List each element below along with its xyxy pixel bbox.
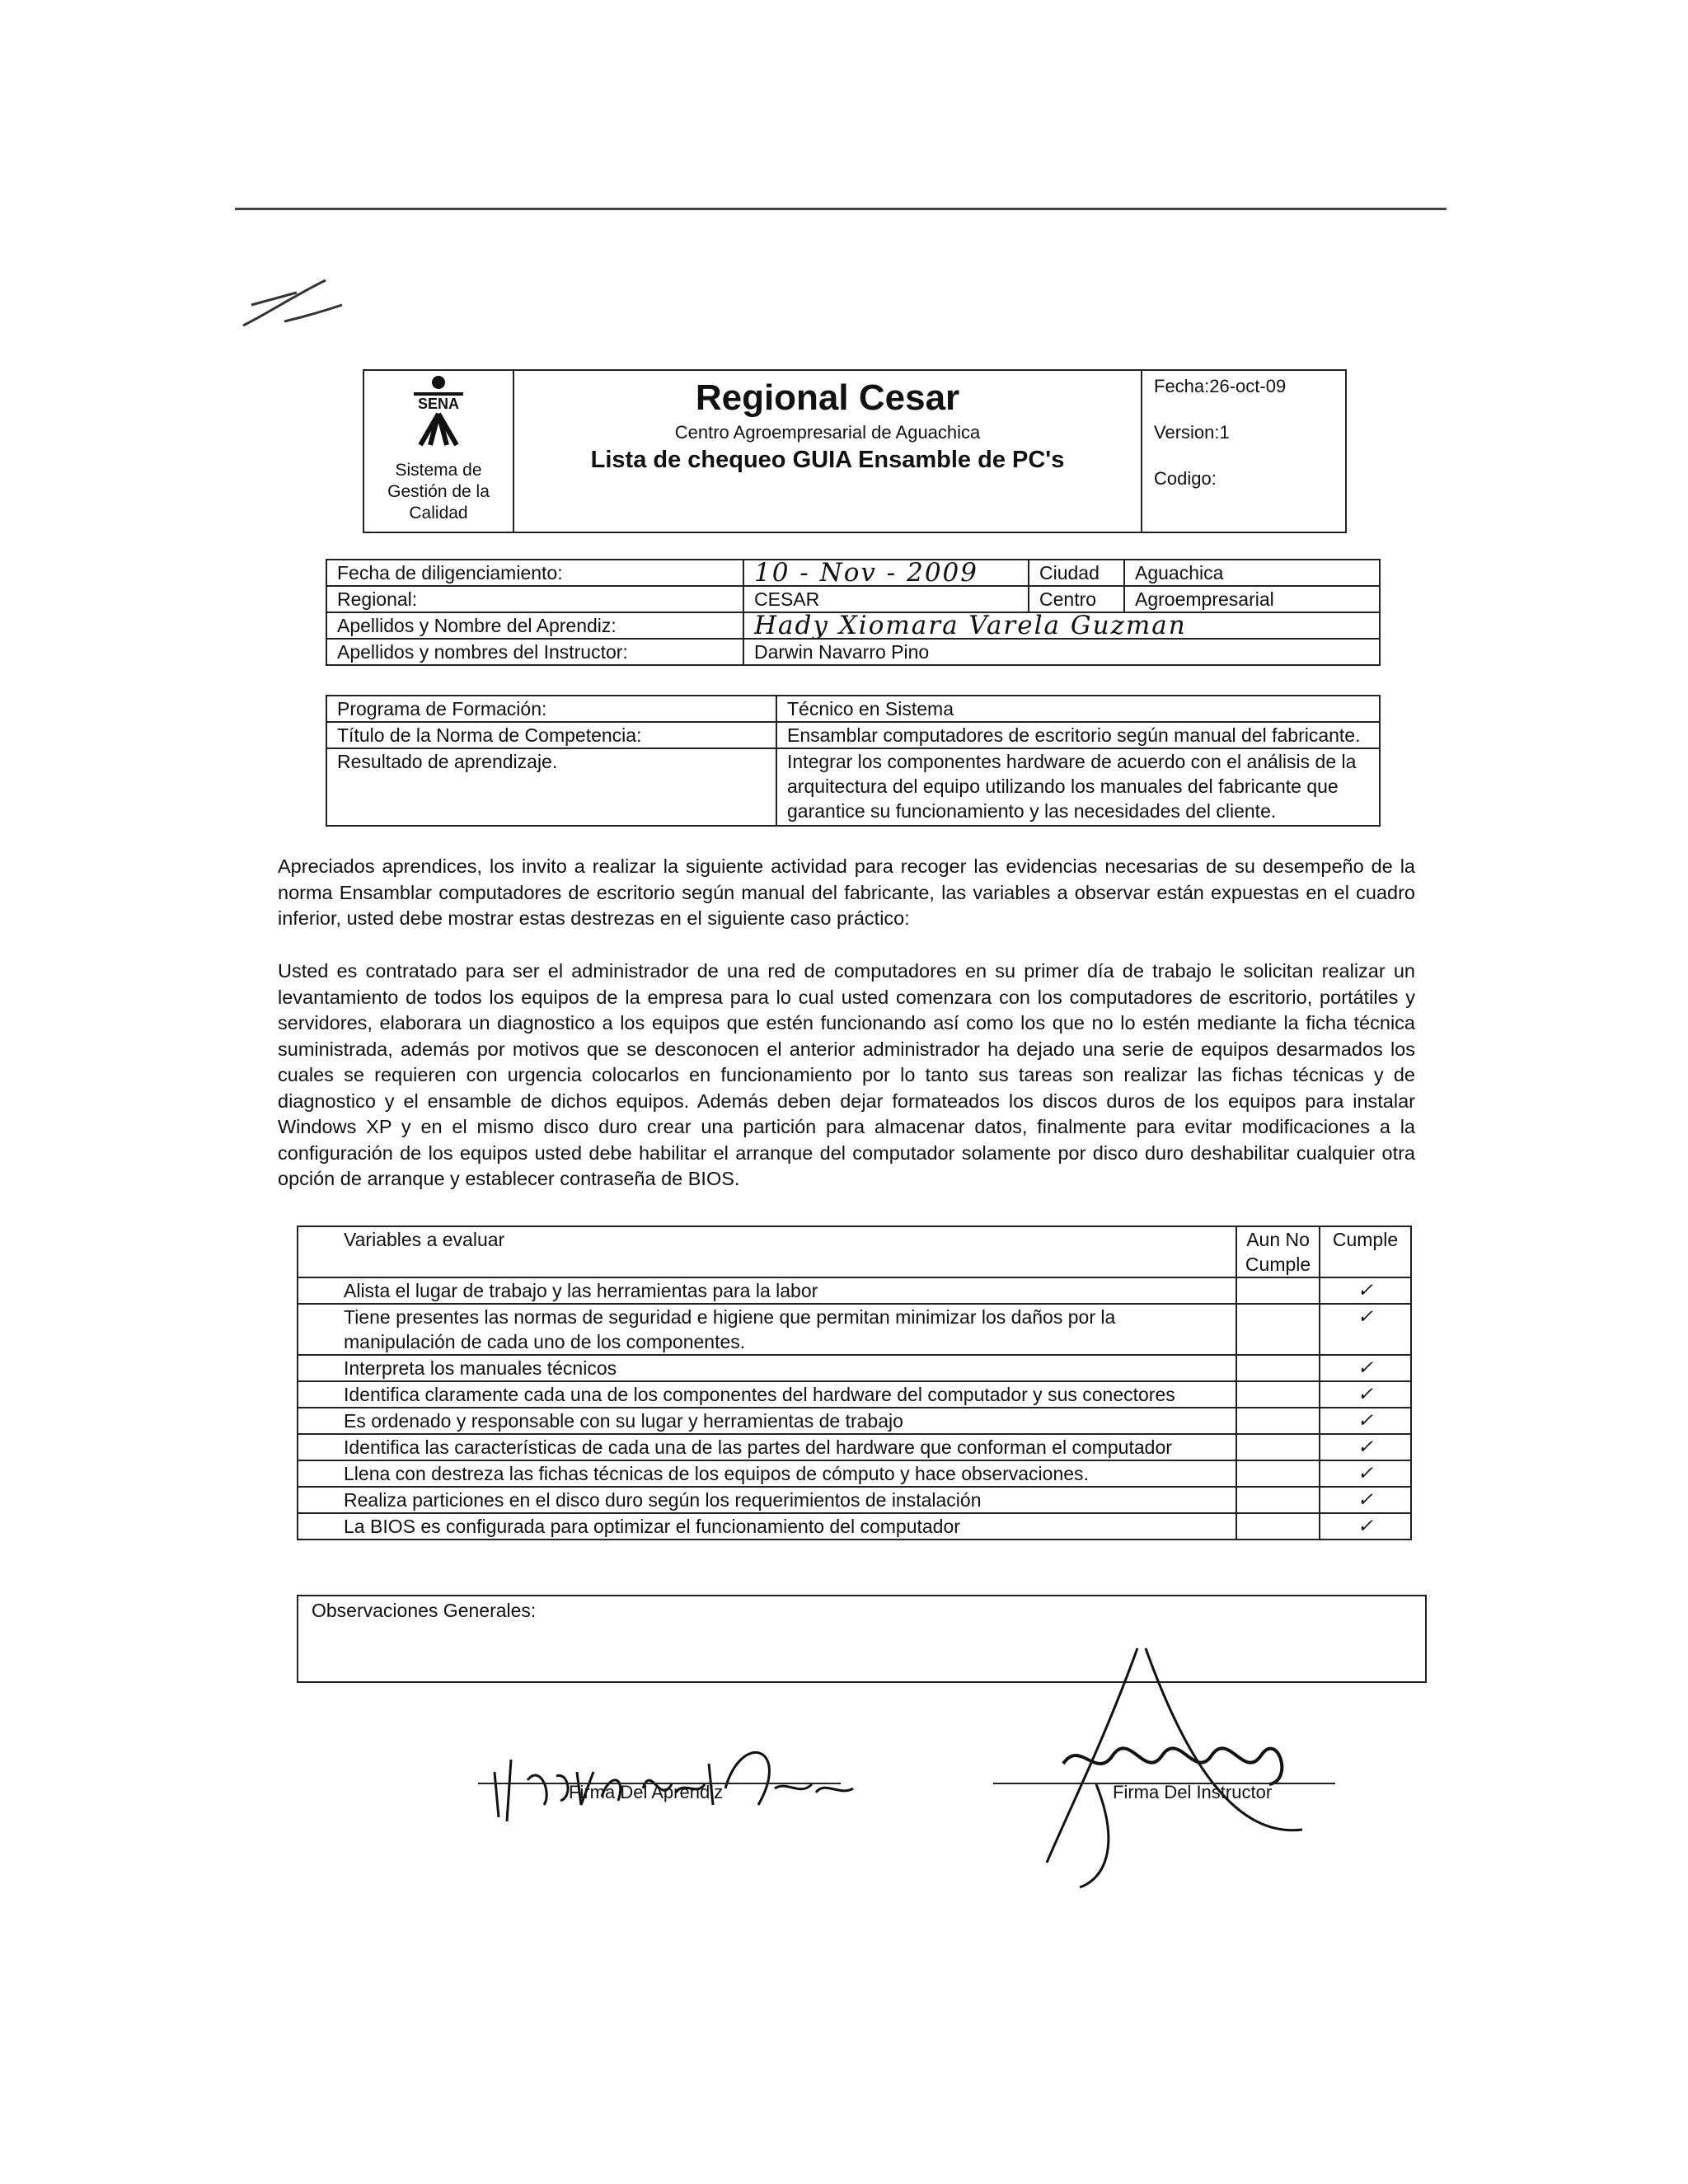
- logo-text: SENA: [417, 396, 460, 412]
- list-title: Lista de chequeo GUIA Ensamble de PC's: [590, 447, 1065, 473]
- norma-value: Ensamblar computadores de escritorio según manual del fabricante.: [776, 722, 1380, 748]
- aun-cell: [1236, 1408, 1320, 1434]
- aprendiz-signature: [478, 1714, 857, 1830]
- table-row: [298, 1226, 1411, 1277]
- table-row: [326, 639, 1380, 665]
- header-title-cell: [514, 371, 1142, 532]
- table-row: [298, 1277, 1411, 1304]
- aun-cell: [1236, 1277, 1320, 1304]
- table-row: [298, 1434, 1411, 1460]
- variable-text: Alista el lugar de trabajo y las herramientas para la labor: [298, 1277, 1236, 1304]
- aun-cell: [1236, 1434, 1320, 1460]
- doc-code: Codigo:: [1154, 468, 1217, 489]
- fecha-label: Fecha de diligenciamiento:: [326, 560, 743, 586]
- table-row: [298, 1513, 1411, 1540]
- page-subtitle: Centro Agroempresarial de Aguachica: [674, 422, 981, 443]
- variable-text: Llena con destreza las fichas técnicas de los equipos de cómputo y hace observaciones.: [298, 1460, 1236, 1487]
- norma-label: Título de la Norma de Competencia:: [326, 722, 776, 748]
- aprendiz-label: Apellidos y Nombre del Aprendiz:: [326, 612, 743, 639]
- fecha-handwritten: 10 - Nov - 2009: [754, 558, 979, 588]
- aun-cell: [1236, 1513, 1320, 1540]
- resultado-value: Integrar los componentes hardware de acuerdo con el análisis de la arquitectura del equipo utilizando los manuales del fabricante que garantice su funcionamiento y las necesidades del cliente.: [776, 748, 1380, 826]
- table-row: [298, 1487, 1411, 1513]
- sena-logo-icon: [406, 374, 471, 448]
- aun-cell: [1236, 1304, 1320, 1355]
- table-row: [298, 1304, 1411, 1355]
- aun-cell: [1236, 1460, 1320, 1487]
- variable-text: Es ordenado y responsable con su lugar y herramientas de trabajo: [298, 1408, 1236, 1434]
- ciudad-label: Ciudad: [1029, 560, 1124, 586]
- check-mark: ✓: [1320, 1434, 1411, 1460]
- table-row: [298, 1355, 1411, 1381]
- check-mark: ✓: [1320, 1304, 1411, 1355]
- check-mark: ✓: [1320, 1277, 1411, 1304]
- table-row: [326, 722, 1380, 748]
- variable-text: Interpreta los manuales técnicos: [298, 1355, 1236, 1381]
- page-title: Regional Cesar: [695, 377, 960, 418]
- aprendiz-signature-label: Firma Del Aprendiz: [569, 1782, 724, 1802]
- table-row: [326, 696, 1380, 722]
- programa-value: Técnico en Sistema: [776, 696, 1380, 722]
- variable-text: La BIOS es configurada para optimizar el funcionamiento del computador: [298, 1513, 1236, 1540]
- instructor-label: Apellidos y nombres del Instructor:: [326, 639, 743, 665]
- document-header: [363, 369, 1347, 533]
- top-rule: [235, 208, 1447, 210]
- instructor-value: Darwin Navarro Pino: [743, 639, 1380, 665]
- check-mark: ✓: [1320, 1460, 1411, 1487]
- header-logo-cell: [364, 371, 514, 532]
- variable-text: Identifica las características de cada una de las partes del hardware que conforman el computador: [298, 1434, 1236, 1460]
- variable-text: Realiza particiones en el disco duro según los requerimientos de instalación: [298, 1487, 1236, 1513]
- col-cumple: Cumple: [1320, 1226, 1411, 1277]
- regional-value: CESAR: [743, 586, 1029, 612]
- intro-paragraph: Apreciados aprendices, los invito a realizar la siguiente actividad para recoger las evidencias necesarias de su desempeño de la norma Ensamblar computadores de escritorio según manual del fabricante, las variables a observar están expuestas en el cuadro inferior, usted debe mostrar estas destrezas en el siguiente caso práctico:: [278, 855, 1415, 929]
- system-label: Sistema de Gestión de la Calidad: [387, 461, 490, 523]
- doc-version: Version:1: [1154, 422, 1230, 443]
- aprendiz-value: Hady Xiomara Varela Guzman: [743, 612, 1380, 639]
- table-row: [298, 1408, 1411, 1434]
- centro-value: Agroempresarial: [1124, 586, 1380, 612]
- observations-label: Observaciones Generales:: [312, 1600, 537, 1621]
- instructor-signature-label: Firma Del Instructor: [1113, 1782, 1273, 1802]
- corner-scribble: [235, 247, 359, 338]
- check-mark: ✓: [1320, 1381, 1411, 1408]
- aun-cell: [1236, 1381, 1320, 1408]
- check-mark: ✓: [1320, 1355, 1411, 1381]
- check-mark: ✓: [1320, 1408, 1411, 1434]
- fecha-value: [743, 560, 1029, 586]
- aun-cell: [1236, 1355, 1320, 1381]
- header-meta-cell: [1142, 371, 1345, 532]
- table-row: [326, 612, 1380, 639]
- info-table: [326, 559, 1381, 666]
- doc-date: Fecha:26-oct-09: [1154, 376, 1287, 396]
- programa-label: Programa de Formación:: [326, 696, 776, 722]
- table-row: [326, 560, 1380, 586]
- evaluation-table: [297, 1226, 1412, 1540]
- check-mark: ✓: [1320, 1487, 1411, 1513]
- instructor-signature: [1022, 1640, 1335, 1896]
- col-aun-no-cumple: Aun No Cumple: [1236, 1226, 1320, 1277]
- table-row: [298, 1381, 1411, 1408]
- case-paragraph: Usted es contratado para ser el administrador de una red de computadores en su primer día de trabajo le solicitan realizar un levantamiento de todos los equipos de la empresa para lo cual usted comenzara con los computadores de escritorio, portátiles y servidores, elaborara un diagnostico a los equipos que estén funcionando así como los que no lo estén mediante la ficha técnica suministrada, además por motivos que se desconocen el anterior administrador ha dejado una serie de equipos desarmados los cuales se requieren con urgencia colocarlos en funcionamiento por lo tanto sus tareas son realizar las fichas técnicas y de diagnostico y el ensamble de dichos equipos. Además deben dejar formateados los discos duros de los equipos para instalar Windows XP y en el mismo disco duro crear una partición para almacenar datos, finalmente para evitar modificaciones a la configuración de los equipos usted debe habilitar el arranque del computador solamente por disco duro deshabilitar cualquier otra opción de arranque y establecer contraseña de BIOS.: [278, 960, 1415, 1189]
- variable-text: Tiene presentes las normas de seguridad e higiene que permitan minimizar los daños por la manipulación de cada uno de los componentes.: [298, 1304, 1236, 1355]
- check-mark: ✓: [1320, 1513, 1411, 1540]
- col-variables: Variables a evaluar: [298, 1226, 1236, 1277]
- program-table: [326, 695, 1381, 827]
- ciudad-value: Aguachica: [1124, 560, 1380, 586]
- centro-label: Centro: [1029, 586, 1124, 612]
- variable-text: Identifica claramente cada una de los componentes del hardware del computador y sus conectores: [298, 1381, 1236, 1408]
- resultado-label: Resultado de aprendizaje.: [326, 748, 776, 826]
- table-row: [326, 586, 1380, 612]
- table-row: [326, 748, 1380, 826]
- table-row: [298, 1460, 1411, 1487]
- regional-label: Regional:: [326, 586, 743, 612]
- aun-cell: [1236, 1487, 1320, 1513]
